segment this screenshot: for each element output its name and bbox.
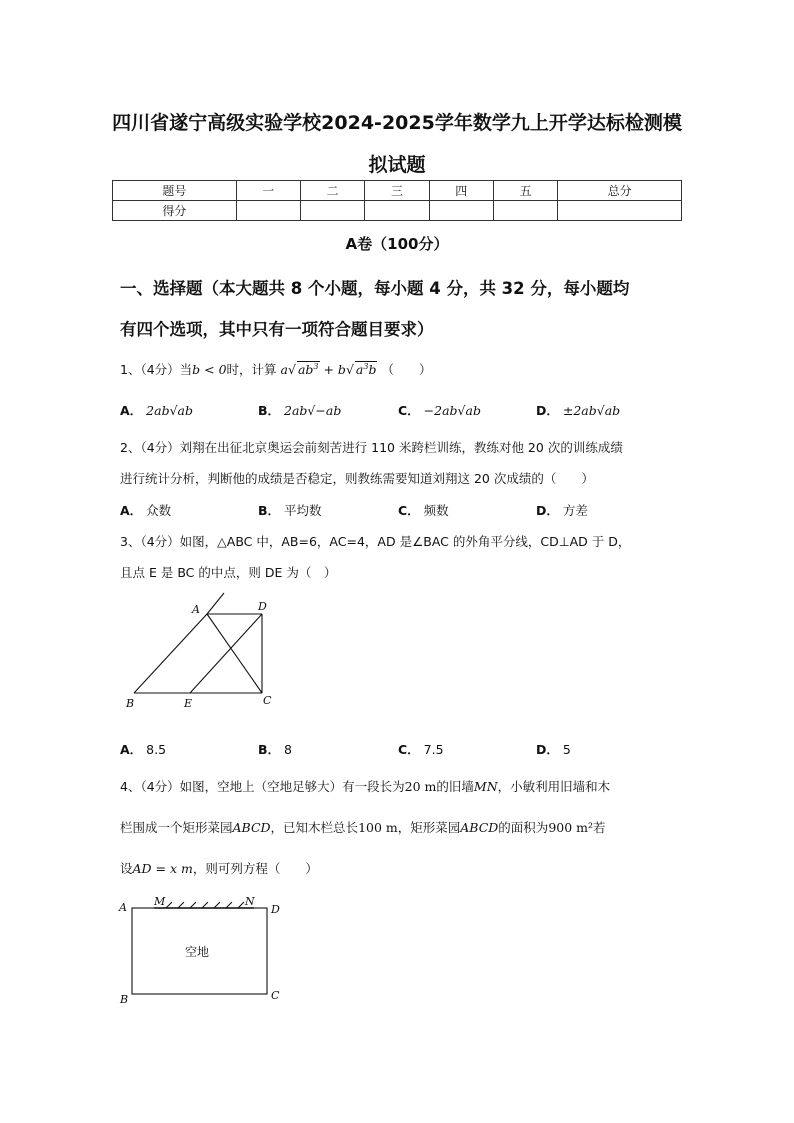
q4-label-b: B xyxy=(120,993,129,1006)
option-text: 众数 xyxy=(146,503,172,518)
score-cell[interactable] xyxy=(493,201,557,221)
option-letter: A． xyxy=(120,403,143,418)
q3-label-e: E xyxy=(184,697,193,710)
option-text: 2ab√−ab xyxy=(284,403,342,418)
section-a-heading: A卷（100分） xyxy=(345,235,449,253)
q4-text: ，则可列方程（ ） xyxy=(192,861,318,876)
q3-label-c: C xyxy=(263,694,272,707)
q1-option-c[interactable] xyxy=(398,401,481,419)
score-header-cell: 总分 xyxy=(558,181,682,201)
score-cell[interactable] xyxy=(236,201,300,221)
q4-label-open-space: 空地 xyxy=(185,945,210,959)
q4-text: ，小敏利用旧墙和木 xyxy=(497,779,611,794)
q3-stem-line1: 3、（4分）如图，△ABC 中，AB=6，AC=4，AD 是∠BAC 的外角平分线，CD⊥AD 于 D， xyxy=(120,534,631,549)
q4-label-a: A xyxy=(119,901,127,914)
q1-bracket: （ ） xyxy=(381,362,432,377)
q4-garden-figure xyxy=(114,890,294,1008)
q2-option-c[interactable] xyxy=(398,501,449,519)
option-letter: C． xyxy=(398,403,420,418)
q4-label-c: C xyxy=(271,989,280,1002)
q3-option-c[interactable] xyxy=(398,740,444,758)
score-cell[interactable] xyxy=(365,201,429,221)
option-letter: C． xyxy=(398,742,420,757)
score-header-cell: 题号 xyxy=(113,181,237,201)
q4-text: 栏围成一个矩形菜园 xyxy=(120,820,233,835)
option-letter: D． xyxy=(536,503,559,518)
option-text: 方差 xyxy=(562,503,588,518)
option-letter: A． xyxy=(120,742,143,757)
score-header-cell: 三 xyxy=(365,181,429,201)
q3-extension-line xyxy=(207,593,224,614)
q1-condition: b < 0 xyxy=(192,362,227,377)
score-header-cell: 二 xyxy=(300,181,364,201)
q3-stem-line2: 且点 E 是 BC 的中点，则 DE 为（ ） xyxy=(120,565,337,580)
option-text: 频数 xyxy=(423,503,449,518)
q4-variable-def: AD = x m xyxy=(132,861,193,876)
q4-text: 的面积为 xyxy=(498,820,549,835)
q4-text: ，已知木栏总长 xyxy=(270,820,359,835)
score-header-cell: 一 xyxy=(236,181,300,201)
q2-option-b[interactable] xyxy=(258,501,322,519)
q4-rect-name: ABCD xyxy=(232,820,271,835)
score-header-cell: 五 xyxy=(493,181,557,201)
q4-stem-line3 xyxy=(120,859,318,877)
q4-text: 设 xyxy=(120,861,133,876)
q4-text: 的旧墙 xyxy=(436,779,474,794)
q4-stem-line2 xyxy=(120,818,606,836)
score-table xyxy=(112,180,682,221)
q2-option-a[interactable] xyxy=(120,501,171,519)
score-header-cell: 四 xyxy=(429,181,493,201)
q1-prefix: 1、（4分）当 xyxy=(120,362,193,377)
option-text: 2ab√ab xyxy=(146,403,193,418)
page-title-line1: 四川省遂宁高级实验学校2024-2025学年数学九上开学达标检测模 xyxy=(112,112,682,134)
q1-option-b[interactable] xyxy=(258,401,341,419)
q4-fence-length: 100 m xyxy=(358,820,398,835)
option-text: −2ab√ab xyxy=(423,403,481,418)
option-text: 7.5 xyxy=(423,742,444,757)
q3-label-a: A xyxy=(192,603,200,616)
option-text: ±2ab√ab xyxy=(562,403,621,418)
q1-expression: a√ $ab^3 + b√$ $a^3b$ xyxy=(280,361,377,377)
q4-label-n: N xyxy=(245,895,255,908)
section1-heading-line2: 有四个选项，其中只有一项符合题目要求） xyxy=(120,320,434,339)
q3-segment-ac xyxy=(207,614,262,693)
q1-mid: 时，计算 xyxy=(226,362,277,377)
q3-segment-ba xyxy=(134,614,207,693)
option-letter: C． xyxy=(398,503,420,518)
q4-label-d: D xyxy=(271,903,280,916)
q3-label-b: B xyxy=(126,697,135,710)
option-letter: A． xyxy=(120,503,143,518)
option-text: 8.5 xyxy=(146,742,167,757)
q2-option-d[interactable] xyxy=(536,501,588,519)
score-cell[interactable] xyxy=(429,201,493,221)
score-table-header-row xyxy=(113,181,682,201)
q4-area: 900 m² xyxy=(548,820,594,835)
q2-stem-line2: 进行统计分析，判断他的成绩是否稳定，则教练需要知道刘翔这 20 次成绩的（ ） xyxy=(120,471,594,486)
q4-text: 4、（4分）如图，空地上（空地足够大）有一段长为 xyxy=(120,779,405,794)
score-cell[interactable] xyxy=(558,201,682,221)
q1-option-d[interactable] xyxy=(536,401,620,419)
option-letter: D． xyxy=(536,742,559,757)
score-row-label: 得分 xyxy=(113,201,237,221)
q2-stem-line1: 2、（4分）刘翔在出征北京奥运会前刻苦进行 110 米跨栏训练，教练对他 20 次的训练成绩 xyxy=(120,440,623,455)
q4-wall-length: 20 m xyxy=(404,779,437,794)
option-letter: B． xyxy=(258,403,281,418)
q3-option-a[interactable] xyxy=(120,740,166,758)
page-title-line2: 拟试题 xyxy=(368,154,426,176)
section1-heading-line1: 一、选择题（本大题共 8 个小题，每小题 4 分，共 32 分，每小题均 xyxy=(120,279,630,298)
q1-option-a[interactable] xyxy=(120,401,193,419)
q3-triangle-figure xyxy=(120,590,280,715)
q3-segment-ed xyxy=(190,614,262,693)
q3-option-d[interactable] xyxy=(536,740,571,758)
q4-label-m: M xyxy=(154,895,166,908)
q3-option-b[interactable] xyxy=(258,740,292,758)
option-letter: D． xyxy=(536,403,559,418)
q4-rect-name: ABCD xyxy=(460,820,499,835)
option-text: 8 xyxy=(284,742,292,757)
q4-wall-name: MN xyxy=(473,779,498,794)
option-text: 5 xyxy=(562,742,571,757)
q4-stem-line1 xyxy=(120,777,610,795)
q3-label-d: D xyxy=(258,600,267,613)
option-text: 平均数 xyxy=(284,503,322,518)
score-table-score-row xyxy=(113,201,682,221)
q4-text: 若 xyxy=(593,820,606,835)
q4-text: ，矩形菜园 xyxy=(397,820,461,835)
option-letter: B． xyxy=(258,742,281,757)
option-letter: B． xyxy=(258,503,281,518)
q1-stem xyxy=(120,360,431,378)
score-cell[interactable] xyxy=(300,201,364,221)
q4-wall-hatching xyxy=(166,902,244,908)
